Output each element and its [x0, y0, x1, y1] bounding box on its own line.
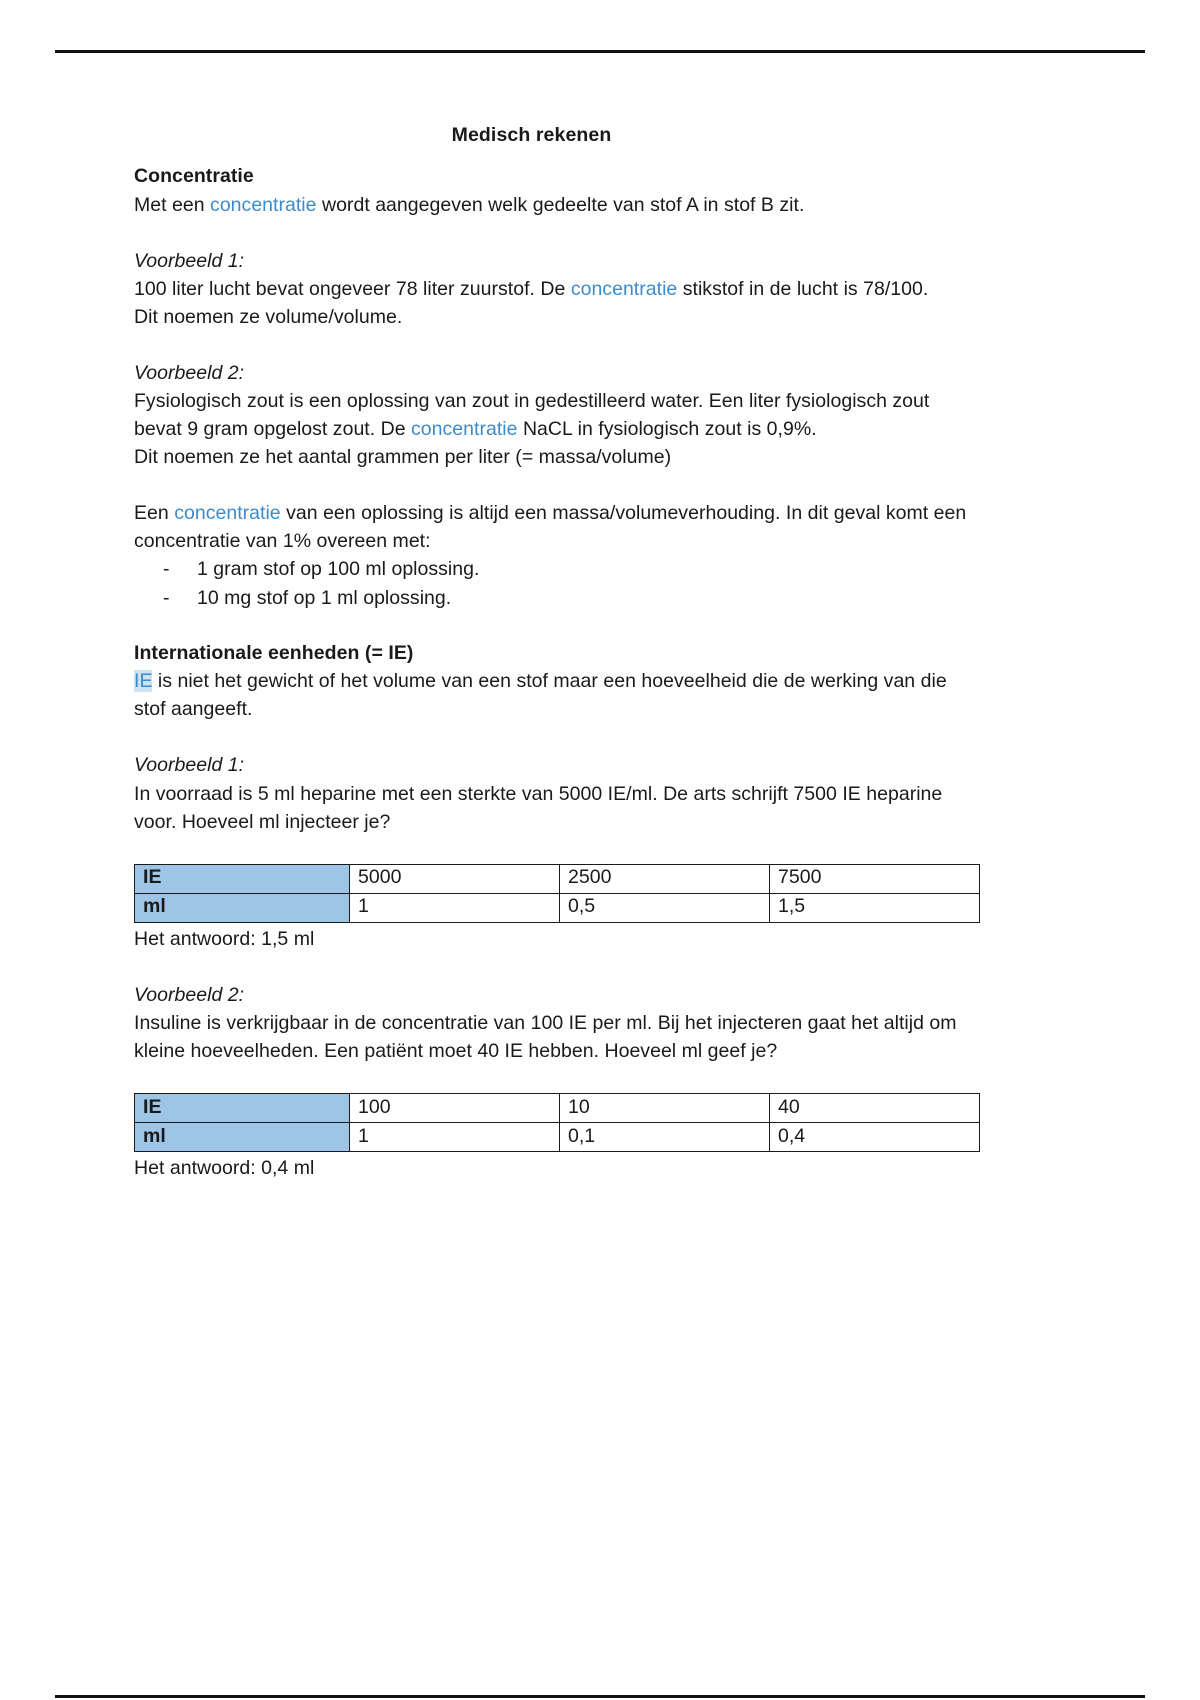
eenheden-example2-label: Voorbeeld 2: [134, 983, 245, 1006]
table-row [135, 893, 980, 922]
eenheden-example1-question: In voorraad is 5 ml heparine met een sterkte van 5000 IE/ml. De arts schrijft 7500 IE heparine voor. Hoeveel ml injecteer je? [134, 782, 943, 833]
list-item-label: 1 gram stof op 100 ml oplossing. [197, 558, 480, 581]
table-row [135, 1094, 980, 1123]
concentratie-keyword: concentratie [411, 418, 518, 441]
table-cell: 10 [560, 1094, 770, 1123]
concentratie-intro-post: wordt aangegeven welk gedeelte van stof A in stof B zit. [316, 193, 805, 216]
table-cell: 40 [770, 1094, 980, 1123]
table-cell: 1 [350, 1123, 560, 1152]
eenheden-intro [134, 667, 979, 723]
example1-line1-pre: 100 liter lucht bevat ongeveer 78 liter zuurstof. De [134, 277, 571, 300]
concentratie-example2-label: Voorbeeld 2: [134, 362, 245, 384]
table-cell: 0,5 [560, 893, 770, 922]
table-cell: 1 [350, 893, 560, 922]
eenheden-example1-label: Voorbeeld 1: [134, 754, 245, 777]
list-item [134, 555, 979, 583]
example1-line1-post: stikstof in de lucht is 78/100. [677, 277, 929, 300]
dash-bullet: - [163, 558, 170, 581]
spacer [134, 612, 979, 640]
header-rule [55, 50, 1145, 53]
concentratie-intro-pre: Met een [134, 193, 211, 216]
spacer [134, 953, 979, 981]
list-item [134, 584, 979, 612]
concentratie-keyword: concentratie [174, 502, 281, 525]
document-body [134, 124, 979, 1182]
example2-line1-pre: Fysiologisch zout is een oplossing van zout in gedestilleerd water. Een liter fysiologisch zout bevat 9 gram opgelost zout. De [134, 390, 930, 441]
concentratie-example1-line1 [134, 275, 979, 303]
summary-pre: Een [134, 502, 175, 525]
table-row [135, 864, 980, 893]
conversion-table-example1 [134, 864, 980, 923]
table-cell: 1,5 [770, 893, 980, 922]
eenheden-example2-question: Insuline is verkrijgbaar in de concentratie van 100 IE per ml. Bij het injecteren gaat het altijd om kleine hoeveelheden. Een patiënt moet 40 IE hebben. Hoeveel ml geef je? [134, 1011, 957, 1062]
footer-rule [55, 1695, 1145, 1698]
table-wrapper-example2 [134, 1093, 979, 1152]
ie-keyword: IE [134, 670, 153, 693]
table-cell: 2500 [560, 864, 770, 893]
table-cell: 0,1 [560, 1123, 770, 1152]
concentratie-example2-line1 [134, 387, 979, 443]
eenheden-example2-answer: Het antwoord: 0,4 ml [134, 1157, 315, 1180]
spacer [134, 836, 979, 864]
spacer [134, 723, 979, 751]
spacer [134, 331, 979, 359]
spacer [134, 471, 979, 499]
list-item-label: 10 mg stof op 1 ml oplossing. [197, 586, 452, 609]
eenheden-intro-post: is niet het gewicht of het volume van een stof maar een hoeveelheid die de werking van die stof aangeeft. [134, 670, 947, 721]
table-row-header: ml [135, 1123, 350, 1152]
table-row-header: ml [135, 893, 350, 922]
spacer [134, 219, 979, 247]
spacer [134, 1065, 979, 1093]
heading-concentratie: Concentratie [134, 165, 254, 187]
concentratie-example1-label: Voorbeeld 1: [134, 249, 245, 272]
concentratie-keyword: concentratie [210, 193, 317, 216]
concentratie-keyword: concentratie [570, 277, 678, 300]
dash-bullet: - [163, 586, 170, 609]
table-wrapper-example1 [134, 864, 979, 923]
concentratie-bullet-list [134, 555, 979, 611]
heading-internationale-eenheden: Internationale eenheden (= IE) [134, 641, 414, 664]
eenheden-example1-answer: Het antwoord: 1,5 ml [134, 927, 315, 950]
table-row-header: IE [135, 1094, 350, 1123]
page-title: Medisch rekenen [451, 124, 612, 146]
concentratie-example2-line2: Dit noemen ze het aantal grammen per liter (= massa/volume) [134, 446, 672, 469]
conversion-table-example2 [134, 1093, 980, 1152]
concentratie-intro [134, 191, 979, 219]
table-row [135, 1123, 980, 1152]
table-cell: 5000 [350, 864, 560, 893]
concentratie-summary [134, 499, 979, 555]
table-cell: 7500 [770, 864, 980, 893]
table-cell: 100 [350, 1094, 560, 1123]
example2-line1-post: NaCL in fysiologisch zout is 0,9%. [517, 418, 817, 441]
summary-post: van een oplossing is altijd een massa/volumeverhouding. In dit geval komt een concentratie van 1% overeen met: [134, 502, 967, 553]
table-row-header: IE [135, 864, 350, 893]
table-cell: 0,4 [770, 1123, 980, 1152]
concentratie-example1-line2: Dit noemen ze volume/volume. [134, 305, 403, 328]
